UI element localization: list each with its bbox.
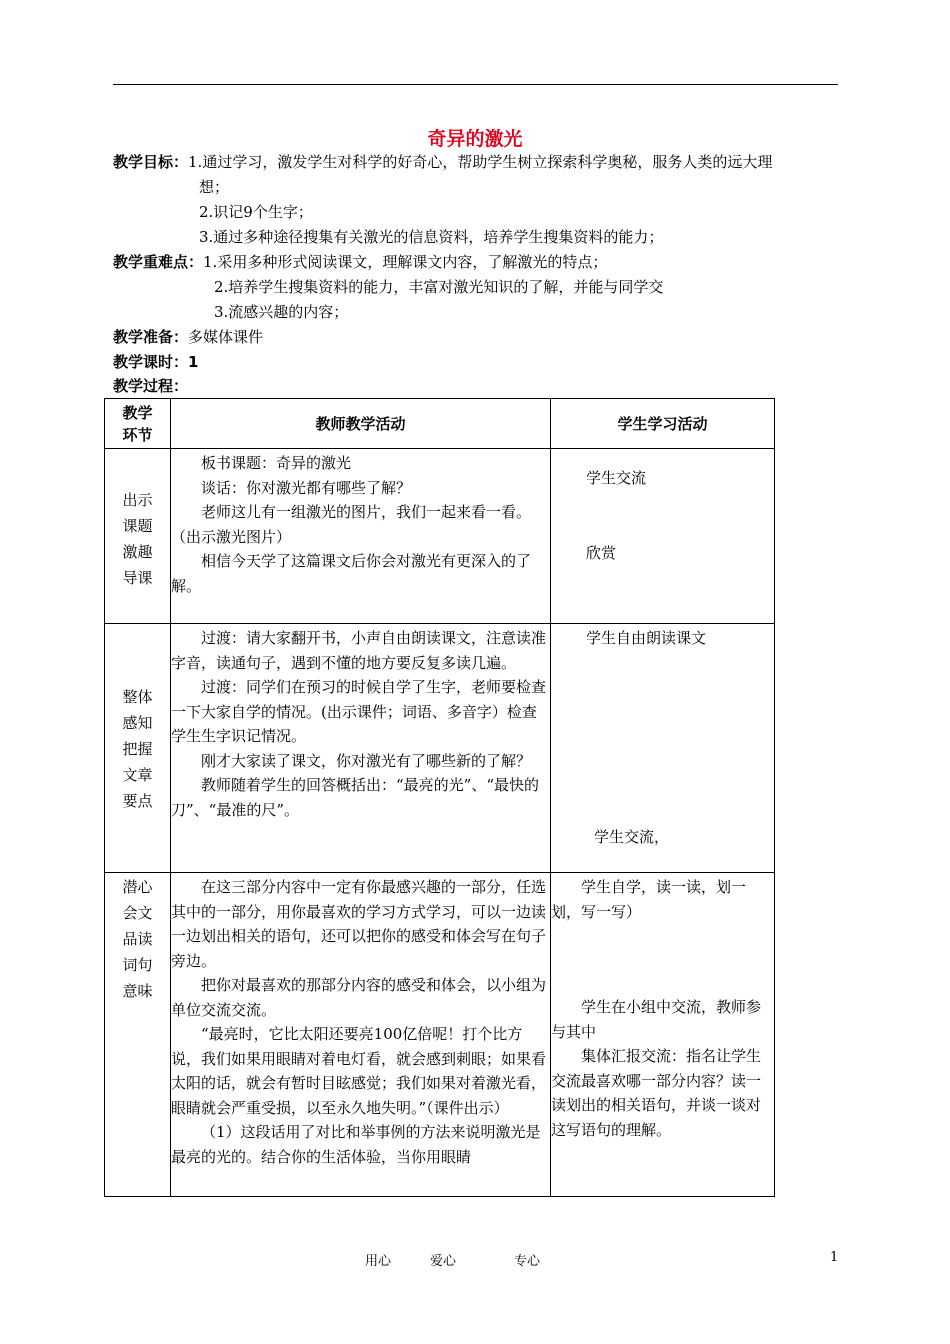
teacher-paragraph: 在这三部分内容中一定有你最感兴趣的一部分，任选其中的一部分，用你最喜欢的学习方式学习，可以一边读一边划出相关的语句，还可以把你的感受和体会写在句子旁边。	[171, 878, 547, 970]
teacher-paragraph: 过渡：同学们在预习的时候自学了生字，老师要检查一下大家自学的情况。(出示课件；词语、多音字）检查学生生字识记情况。	[171, 678, 547, 745]
prep-value: 多媒体课件	[188, 328, 264, 346]
prep-line	[113, 327, 263, 347]
teacher-paragraph: 刚才大家读了课文，你对激光有了哪些新的了解？	[201, 751, 532, 770]
student-paragraph: 集体汇报交流：指名让学生交流最喜欢哪一部分内容？读一读划出的相关语句，并谈一谈对这写语句的理解。	[551, 1047, 762, 1139]
header-stage-line: 环节	[122, 425, 153, 444]
stage-char: 整体	[122, 688, 153, 706]
teacher-paragraph: 相信今天学了这篇课文后你会对激光有更深入的了解。	[171, 552, 532, 595]
keypoints-line-1	[113, 252, 607, 272]
footer-text: 爱心	[430, 1254, 457, 1269]
teacher-cell	[171, 624, 551, 873]
objective-item: 1.通过学习，激发学生对科学的好奇心，帮助学生树立探索科学奥秘，服务人类的远大理	[188, 153, 773, 171]
stage-char: 品读	[122, 930, 153, 948]
header-rule	[113, 84, 838, 85]
teacher-paragraph: “最亮时，它比太阳还要亮100亿倍呢！打个比方说，我们如果用眼睛对着电灯看，就会感到刺眼；如果看太阳的话，就会有暂时目眩感觉；我们如果对着激光看，眼睛就会严重受损，以至永久地失明。”（课件出示）	[171, 1025, 547, 1117]
stage-char: 感知	[122, 714, 153, 732]
objective-item: 3.通过多种途径搜集有关激光的信息资料，培养学生搜集资料的能力；	[199, 228, 664, 246]
hours-value: 1	[188, 353, 199, 371]
stage-cell	[105, 624, 171, 873]
teacher-paragraph: 老师这儿有一组激光的图片，我们一起来看一看。（出示激光图片）	[171, 503, 532, 546]
stage-char: 课题	[122, 517, 153, 535]
hours-label: 教学课时：	[113, 353, 189, 371]
page-number: 1	[830, 1250, 839, 1265]
student-paragraph: 学生自学，读一读，划一划，写一写）	[551, 878, 747, 921]
student-paragraph: 学生在小组中交流，教师参与其中	[551, 998, 762, 1041]
keypoint-item: 1.采用多种形式阅读课文，理解课文内容，了解激光的特点；	[203, 253, 608, 271]
table-row	[105, 873, 775, 1197]
keypoint-item: 2.培养学生搜集资料的能力，丰富对激光知识的了解，并能与同学交	[214, 278, 664, 296]
teaching-process-table	[104, 398, 775, 1197]
student-cell	[551, 449, 775, 624]
stage-char: 潜心	[122, 878, 153, 896]
teacher-cell	[171, 873, 551, 1197]
teacher-paragraph: （1）这段话用了对比和举事例的方法来说明激光是最亮的光的。结合你的生活体验，当你用眼睛	[171, 1123, 541, 1166]
teacher-paragraph: 谈话：你对激光都有哪些了解？	[201, 478, 412, 497]
table-row	[105, 624, 775, 873]
header-student: 学生学习活动	[551, 399, 775, 449]
objectives-line-1	[113, 152, 772, 172]
objective-item: 2.识记9个生字；	[199, 203, 313, 221]
stage-char: 意味	[122, 982, 153, 1000]
page-title: 奇异的激光	[427, 128, 523, 150]
stage-char: 文章	[122, 766, 153, 784]
stage-cell	[105, 873, 171, 1197]
keypoint-item: 3.流感兴趣的内容；	[214, 303, 349, 321]
student-text: 学生交流	[586, 469, 647, 487]
teacher-cell	[171, 449, 551, 624]
teacher-paragraph: 教师随着学生的回答概括出：“最亮的光”、“最快的刀”、“最准的尺”。	[171, 776, 540, 819]
stage-char: 词句	[122, 956, 153, 974]
table-row	[105, 449, 775, 624]
footer-text: 用心	[365, 1254, 392, 1269]
stage-char: 要点	[122, 792, 153, 810]
table-header-row	[105, 399, 775, 449]
stage-char: 把握	[122, 740, 153, 758]
teacher-paragraph: 过渡：请大家翻开书，小声自由朗读课文，注意读准字音，读通句子，遇到不懂的地方要反复多读几遍。	[171, 629, 547, 672]
keypoints-label: 教学重难点：	[113, 253, 204, 271]
stage-char: 会文	[122, 904, 153, 922]
objective-item: 想；	[199, 178, 230, 196]
stage-char: 出示	[122, 491, 153, 509]
header-stage	[105, 399, 171, 449]
hours-line	[113, 352, 198, 372]
process-label: 教学过程：	[113, 377, 189, 395]
header-stage-line: 教学	[122, 403, 153, 422]
header-teacher: 教师教学活动	[171, 399, 551, 449]
stage-cell	[105, 449, 171, 624]
footer-text: 专心	[514, 1254, 541, 1269]
teacher-paragraph: 板书课题：奇异的激光	[201, 454, 352, 472]
teacher-paragraph: 把你对最喜欢的那部分内容的感受和体会，以小组为单位交流交流。	[171, 976, 547, 1019]
student-cell	[551, 624, 775, 873]
student-text: 学生自由朗读课文	[586, 629, 707, 647]
stage-char: 导课	[122, 569, 153, 587]
stage-char: 激趣	[122, 543, 153, 561]
objectives-label: 教学目标：	[113, 153, 189, 171]
student-cell	[551, 873, 775, 1197]
student-text: 学生交流，	[594, 827, 670, 846]
student-text: 欣赏	[586, 543, 617, 562]
prep-label: 教学准备：	[113, 328, 189, 346]
